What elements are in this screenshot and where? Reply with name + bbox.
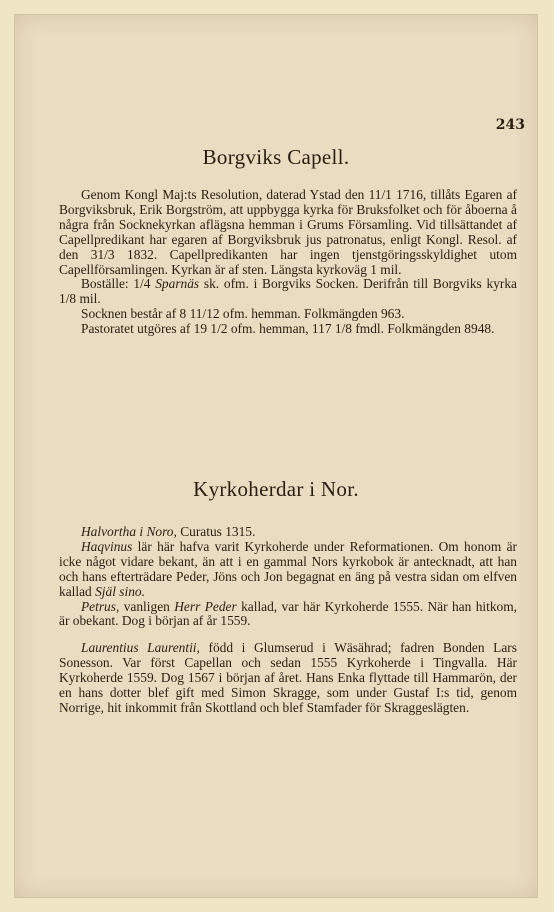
entry-alias: Herr Peder: [174, 598, 237, 614]
section-title-borgviks-capell: Borgviks Capell.: [202, 145, 350, 169]
entry-text: kallad, var här Kyrkoherde 1555. När han hitkom, är obekant. Dog i början af år 1559.: [59, 598, 517, 629]
paragraph-bostalle: [59, 277, 517, 307]
bostalle-place: Sparnäs: [155, 276, 200, 292]
paragraph-resolution: Genom Kongl Maj:ts Resolution, daterad Ystad den 11/1 1716, tillåts Egaren af Borgviksbruk, Erik Borgström, att uppbygga kyrka för Bruksfolket och för åboerna å några från Socknekyrkan aflägsna hemman i Grums Församling. Vid tillsättandet af Capellpredikant har egaren af Borgviksbruk jus patronatus, enligt Kongl. Resol. af den 31/3 1832. Capellpredikanten har ingen tjenstgöringsskyldighet utom Capellförsamlingen. Kyrkan är af sten. Längsta kyrkoväg 1 mil.: [59, 187, 517, 277]
entry-name: Haqvinus: [81, 538, 133, 554]
section-body-kyrkoherdar: [59, 525, 517, 716]
entry-name: Laurentius Laurentii,: [81, 640, 200, 656]
entry-petrus: [59, 600, 517, 630]
entry-text: Curatus 1315.: [176, 524, 256, 539]
paragraph-pastoratet: Pastoratet utgöres af 19 1/2 ofm. hemman, 117 1/8 fmdl. Folkmängden 8948.: [81, 321, 495, 337]
entry-name: Halvortha i Noro,: [81, 524, 177, 539]
entry-halvortha: [59, 525, 517, 540]
bostalle-prefix: Boställe: 1/4: [81, 276, 156, 292]
section-title-kyrkoherdar: Kyrkoherdar i Nor.: [193, 477, 359, 501]
book-page: [14, 14, 538, 898]
paragraph-socknen: Socknen består af 8 11/12 ofm. hemman. Folkmängden 963.: [81, 306, 405, 322]
entry-text: vanligen: [119, 598, 175, 614]
entry-place: Själ sino.: [95, 583, 145, 599]
section-body-borgviks: [59, 188, 517, 337]
entry-haqvinus: [59, 540, 517, 600]
section-divider: [245, 461, 309, 462]
entry-text: lär här hafva varit Kyrkoherde under Reformationen. Om honom är icke något vidare bekant, än att i en gammal Nors kyrkobok är antecknadt, att han och hans efterträdare Peder, Jöns och Jon begagnat en äng på vestra sidan om elfven kallad: [59, 538, 517, 599]
entry-text: född i Glumserud i Wäsährad; fadren Bonden Lars Sonesson. Var först Capellan och sedan 1555 Kyrkoherde i Tingvalla. Här Kyrkoherde 1559. Dog 1567 i början af året. Hans Enka flyttade till Hammarön, der en hans dotter blef gift med Simon Skragge, som under Gustaf I:s tid, genom Norrige, hit inkommit från Skottland och blef Stamfader för Skraggeslägten.: [59, 640, 517, 715]
bostalle-rest: sk. ofm. i Borgviks Socken. Derifrån till Borgviks kyrka 1/8 mil.: [59, 276, 518, 307]
entry-laurentius: [59, 641, 517, 716]
page-number: 243: [495, 117, 525, 133]
entry-name: Petrus,: [81, 598, 120, 614]
